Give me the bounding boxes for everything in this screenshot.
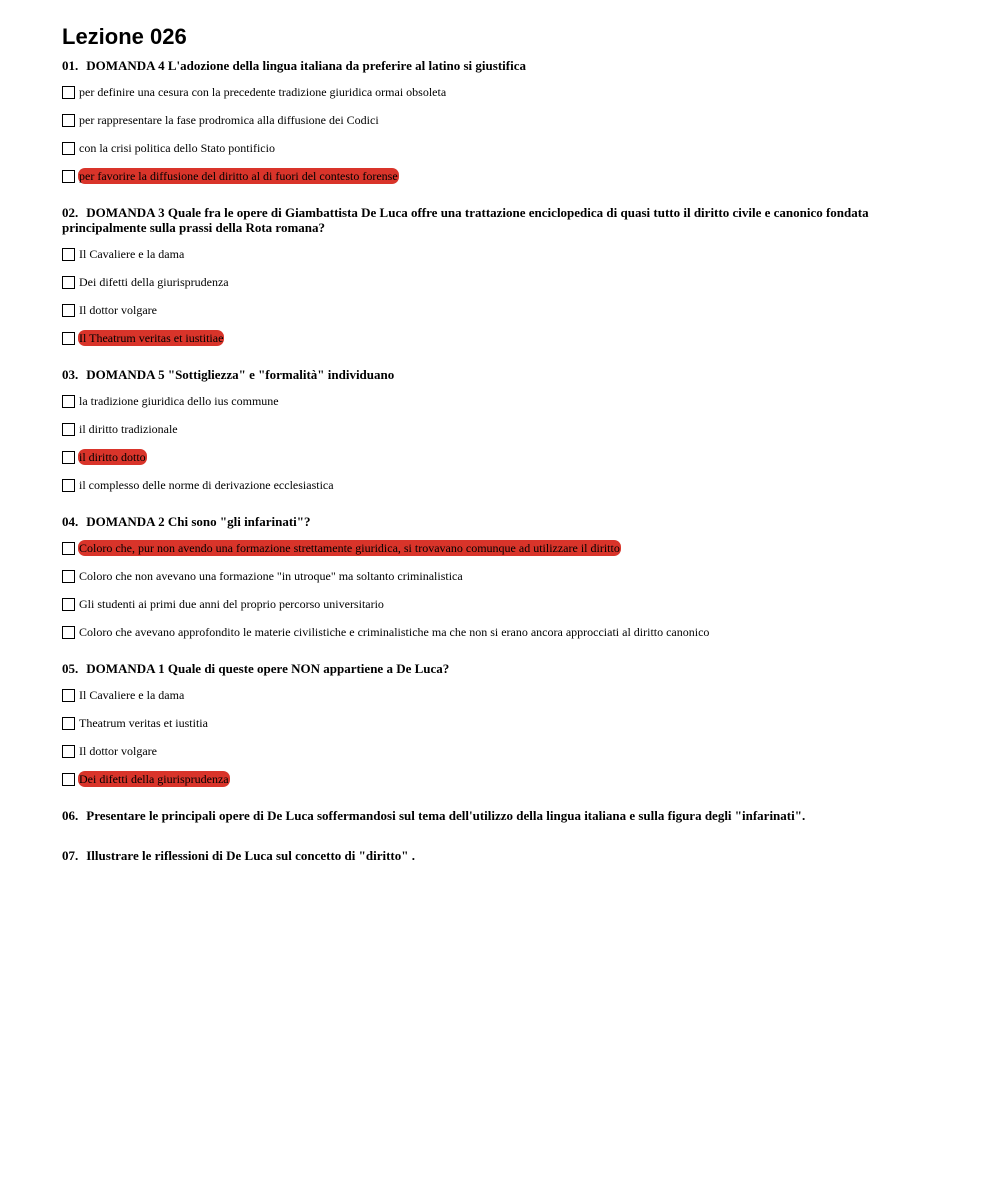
question-number: 01.	[62, 58, 79, 73]
answer-option-highlighted	[62, 330, 952, 346]
answer-option	[62, 140, 952, 156]
question-block	[62, 514, 952, 640]
answer-checkbox[interactable]	[62, 114, 75, 127]
question-heading	[62, 367, 952, 382]
question-heading	[62, 661, 952, 676]
answer-text: Dei difetti della giurisprudenza	[79, 275, 229, 289]
answer-option	[62, 246, 952, 262]
answer-checkbox[interactable]	[62, 332, 75, 345]
question-number: 02.	[62, 205, 79, 220]
answer-checkbox[interactable]	[62, 773, 75, 786]
question-number: 03.	[62, 367, 79, 382]
answer-text: Gli studenti ai primi due anni del proprio percorso universitario	[79, 597, 384, 611]
open-question	[62, 848, 952, 863]
answer-text: il diritto dotto	[79, 450, 146, 464]
answer-text: Il dottor volgare	[79, 303, 157, 317]
answer-checkbox[interactable]	[62, 423, 75, 436]
answer-option	[62, 112, 952, 128]
open-question-list	[62, 808, 952, 863]
question-text: DOMANDA 5 "Sottigliezza" e "formalità" individuano	[86, 367, 395, 382]
answer-list	[62, 84, 952, 184]
answer-option-highlighted	[62, 771, 952, 787]
answer-text: Dei difetti della giurisprudenza	[79, 772, 229, 786]
question-heading	[62, 205, 952, 235]
answer-option	[62, 274, 952, 290]
document-page	[62, 24, 952, 888]
question-number: 06.	[62, 808, 79, 823]
answer-text: Theatrum veritas et iustitia	[79, 716, 208, 730]
answer-text: Il dottor volgare	[79, 744, 157, 758]
answer-option	[62, 477, 952, 493]
answer-list	[62, 393, 952, 493]
answer-text: Il Cavaliere e la dama	[79, 247, 185, 261]
answer-text: Il Cavaliere e la dama	[79, 688, 185, 702]
answer-text: per rappresentare la fase prodromica alla diffusione dei Codici	[79, 113, 379, 127]
question-heading	[62, 58, 952, 73]
question-number: 04.	[62, 514, 79, 529]
answer-text: Il Theatrum veritas et iustitiae	[79, 331, 224, 345]
answer-text: la tradizione giuridica dello ius commune	[79, 394, 279, 408]
question-block	[62, 205, 952, 346]
answer-option	[62, 568, 952, 584]
question-text: DOMANDA 2 Chi sono "gli infarinati"?	[86, 514, 311, 529]
question-number: 07.	[62, 848, 79, 863]
answer-option	[62, 302, 952, 318]
answer-checkbox[interactable]	[62, 142, 75, 155]
answer-checkbox[interactable]	[62, 689, 75, 702]
question-block	[62, 367, 952, 493]
answer-text: il complesso delle norme di derivazione ecclesiastica	[79, 478, 334, 492]
answer-option	[62, 624, 952, 640]
answer-option	[62, 84, 952, 100]
answer-list	[62, 246, 952, 346]
answer-text: il diritto tradizionale	[79, 422, 178, 436]
answer-checkbox[interactable]	[62, 598, 75, 611]
question-text: DOMANDA 1 Quale di queste opere NON appartiene a De Luca?	[86, 661, 450, 676]
question-list	[62, 58, 952, 787]
answer-checkbox[interactable]	[62, 248, 75, 261]
answer-list	[62, 540, 952, 640]
answer-checkbox[interactable]	[62, 276, 75, 289]
answer-option-highlighted	[62, 449, 952, 465]
question-text: Presentare le principali opere di De Luca soffermandosi sul tema dell'utilizzo della lingua italiana e sulla figura degli "infarinati".	[86, 808, 806, 823]
page-title: Lezione 026	[62, 24, 187, 49]
answer-option	[62, 687, 952, 703]
question-block	[62, 58, 952, 184]
answer-text: Coloro che non avevano una formazione "in utroque" ma soltanto criminalistica	[79, 569, 463, 583]
question-text: Illustrare le riflessioni di De Luca sul concetto di "diritto" .	[86, 848, 415, 863]
answer-option	[62, 715, 952, 731]
question-text: DOMANDA 3 Quale fra le opere di Giambattista De Luca offre una trattazione enciclopedica di quasi tutto il diritto civile e canonico fondata principalmente sulla prassi della Rota romana?	[62, 205, 869, 235]
answer-option	[62, 421, 952, 437]
answer-text: Coloro che, pur non avendo una formazione strettamente giuridica, si trovavano comunque ad utilizzare il diritto	[79, 541, 620, 555]
answer-list	[62, 687, 952, 787]
answer-text: per definire una cesura con la precedente tradizione giuridica ormai obsoleta	[79, 85, 447, 99]
answer-checkbox[interactable]	[62, 570, 75, 583]
question-block	[62, 661, 952, 787]
answer-checkbox[interactable]	[62, 304, 75, 317]
answer-option	[62, 393, 952, 409]
answer-checkbox[interactable]	[62, 451, 75, 464]
answer-checkbox[interactable]	[62, 717, 75, 730]
answer-checkbox[interactable]	[62, 170, 75, 183]
answer-checkbox[interactable]	[62, 745, 75, 758]
question-text: DOMANDA 4 L'adozione della lingua italiana da preferire al latino si giustifica	[86, 58, 526, 73]
question-number: 05.	[62, 661, 79, 676]
open-question	[62, 808, 952, 823]
answer-option	[62, 743, 952, 759]
answer-checkbox[interactable]	[62, 395, 75, 408]
answer-option-highlighted	[62, 168, 952, 184]
answer-text: Coloro che avevano approfondito le materie civilistiche e criminalistiche ma che non si erano ancora approcciati al diritto canonico	[79, 625, 710, 639]
answer-checkbox[interactable]	[62, 542, 75, 555]
answer-text: per favorire la diffusione del diritto al di fuori del contesto forense	[79, 169, 398, 183]
answer-option	[62, 596, 952, 612]
answer-text: con la crisi politica dello Stato pontificio	[79, 141, 275, 155]
question-heading	[62, 514, 952, 529]
answer-checkbox[interactable]	[62, 86, 75, 99]
answer-checkbox[interactable]	[62, 626, 75, 639]
answer-checkbox[interactable]	[62, 479, 75, 492]
answer-option-highlighted	[62, 540, 952, 556]
